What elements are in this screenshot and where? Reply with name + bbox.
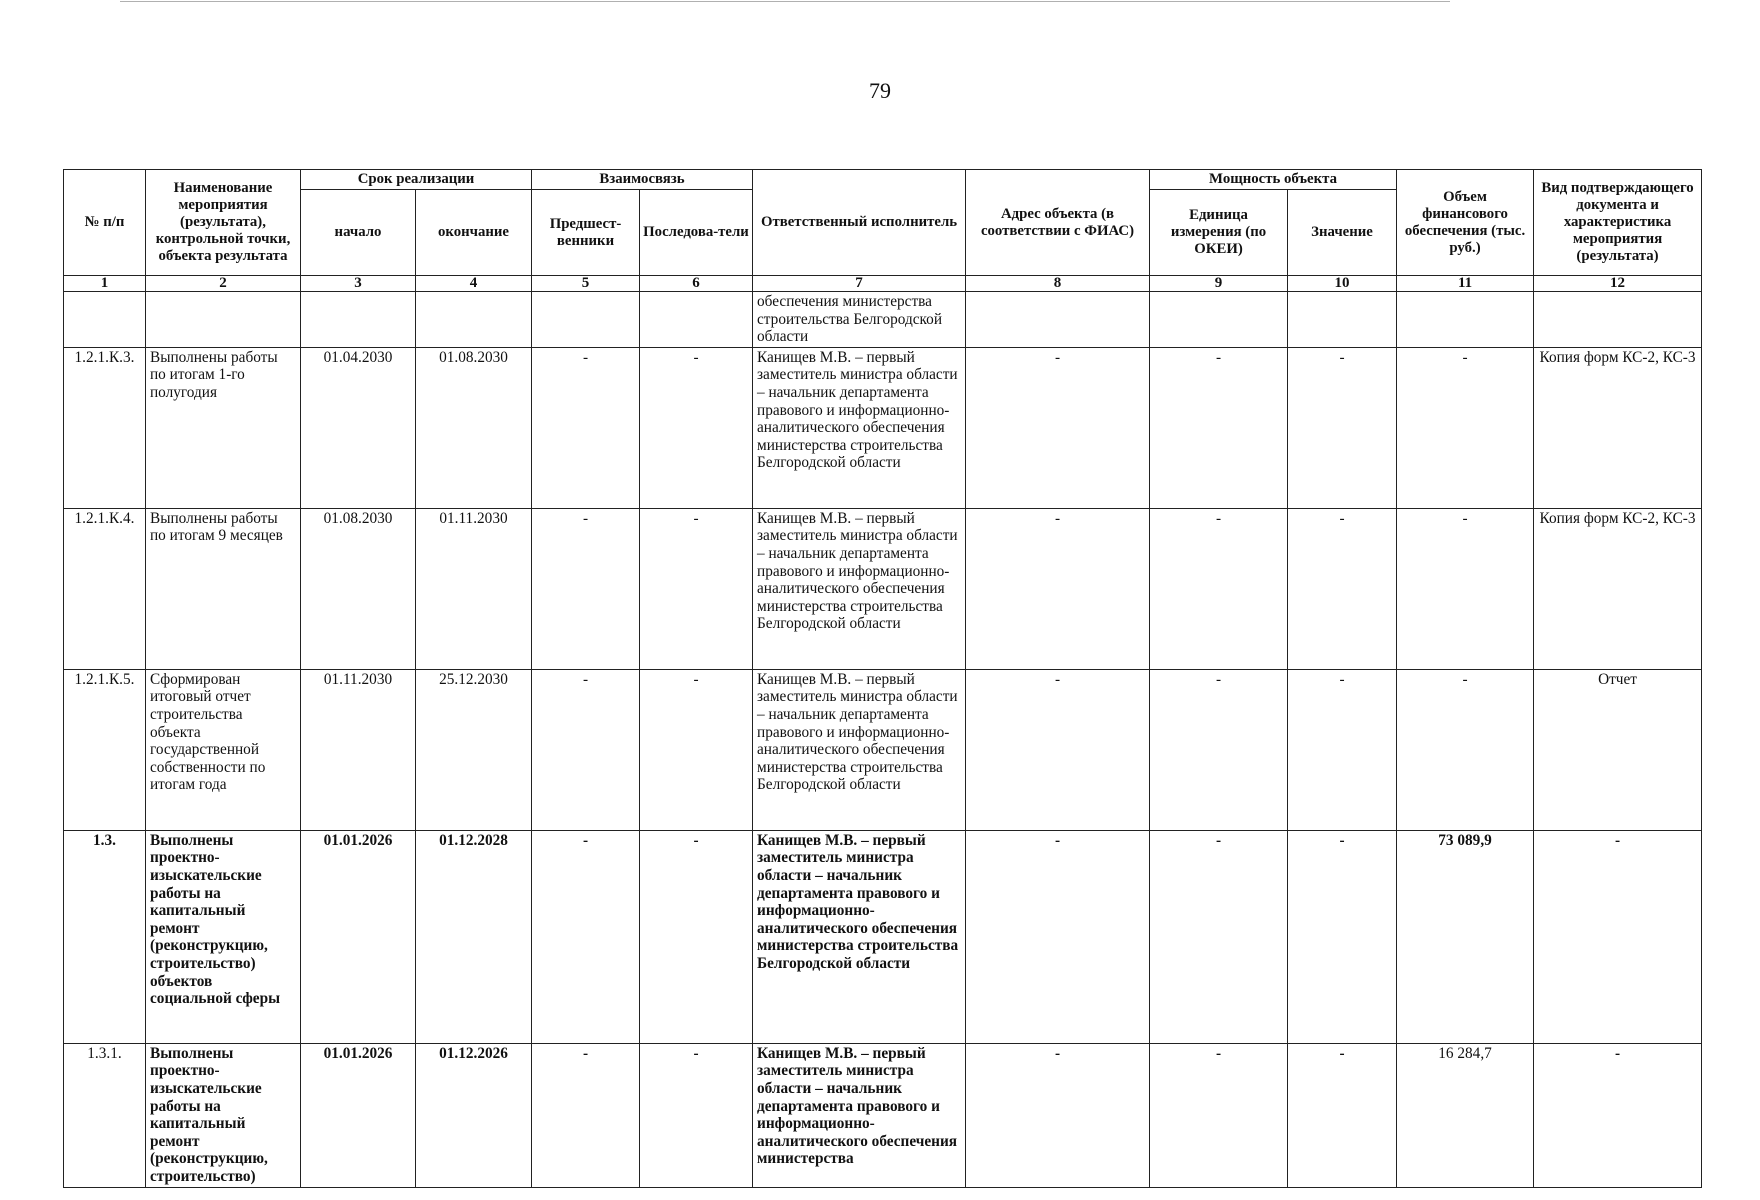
cell-document: - <box>1534 1043 1702 1187</box>
cell-end: 01.11.2030 <box>416 508 532 669</box>
cell-start: 01.11.2030 <box>301 669 416 830</box>
cell-address: - <box>966 1043 1150 1187</box>
cell-pred <box>532 292 640 348</box>
column-number: 1 <box>64 276 146 292</box>
cell-pred: - <box>532 1043 640 1187</box>
header-value: Значение <box>1288 190 1397 276</box>
cell-succ: - <box>640 347 753 508</box>
cell-pred: - <box>532 830 640 1043</box>
cell-no: 1.2.1.К.3. <box>64 347 146 508</box>
column-number: 4 <box>416 276 532 292</box>
cell-value: - <box>1288 830 1397 1043</box>
cell-finance <box>1397 292 1534 348</box>
table-row <box>64 347 1702 508</box>
cell-responsible: Канищев М.В. – первый заместитель министра области – начальник департамента правового и информационно-аналитического обеспечения министерства строительства Белгородской области <box>753 830 966 1043</box>
cell-no: 1.3. <box>64 830 146 1043</box>
header-end: окончание <box>416 190 532 276</box>
cell-address: - <box>966 669 1150 830</box>
cell-succ: - <box>640 508 753 669</box>
cell-address <box>966 292 1150 348</box>
cell-address: - <box>966 508 1150 669</box>
header-finance: Объем финансового обеспечения (тыс. руб.) <box>1397 170 1534 276</box>
cell-finance: 16 284,7 <box>1397 1043 1534 1187</box>
cell-no: 1.2.1.К.5. <box>64 669 146 830</box>
cell-no <box>64 292 146 348</box>
column-number: 6 <box>640 276 753 292</box>
cell-value: - <box>1288 347 1397 508</box>
cell-start <box>301 292 416 348</box>
cell-value: - <box>1288 508 1397 669</box>
cell-start: 01.04.2030 <box>301 347 416 508</box>
column-number: 9 <box>1150 276 1288 292</box>
cell-name: Выполнены проектно-изыскательские работы на капитальный ремонт (реконструкцию, строительство) <box>146 1043 301 1187</box>
header-no: № п/п <box>64 170 146 276</box>
cell-end: 25.12.2030 <box>416 669 532 830</box>
cell-value: - <box>1288 1043 1397 1187</box>
cell-start: 01.01.2026 <box>301 1043 416 1187</box>
cell-value: - <box>1288 669 1397 830</box>
cell-end <box>416 292 532 348</box>
cell-succ: - <box>640 1043 753 1187</box>
cell-pred: - <box>532 669 640 830</box>
table-row <box>64 1043 1702 1187</box>
cell-responsible: Канищев М.В. – первый заместитель министра области – начальник департамента правового и информационно-аналитического обеспечения министерства строительства Белгородской области <box>753 669 966 830</box>
column-number: 12 <box>1534 276 1702 292</box>
header-name: Наименование мероприятия (результата), контрольной точки, объекта результата <box>146 170 301 276</box>
cell-name: Выполнены проектно-изыскательские работы на капитальный ремонт (реконструкцию, строительство) объектов социальной сферы <box>146 830 301 1043</box>
cell-responsible: обеспечения министерства строительства Белгородской области <box>753 292 966 348</box>
cell-no: 1.3.1. <box>64 1043 146 1187</box>
cell-document: - <box>1534 830 1702 1043</box>
cell-unit: - <box>1150 508 1288 669</box>
cell-name: Сформирован итоговый отчет строительства объекта государственной собственности по итогам года <box>146 669 301 830</box>
cell-finance: - <box>1397 347 1534 508</box>
cell-end: 01.12.2028 <box>416 830 532 1043</box>
cell-address: - <box>966 347 1150 508</box>
cell-value <box>1288 292 1397 348</box>
column-number: 10 <box>1288 276 1397 292</box>
table-row <box>64 508 1702 669</box>
column-number: 5 <box>532 276 640 292</box>
header-unit: Единица измерения (по ОКЕИ) <box>1150 190 1288 276</box>
header-predecessors: Предшест-венники <box>532 190 640 276</box>
column-number: 8 <box>966 276 1150 292</box>
plan-table <box>63 169 1702 1188</box>
cell-responsible: Канищев М.В. – первый заместитель министра области – начальник департамента правового и информационно-аналитического обеспечения министерства строительства Белгородской области <box>753 347 966 508</box>
header-link-group: Взаимосвязь <box>532 170 753 190</box>
cell-finance: - <box>1397 508 1534 669</box>
cell-start: 01.01.2026 <box>301 830 416 1043</box>
header-term-group: Срок реализации <box>301 170 532 190</box>
cell-end: 01.08.2030 <box>416 347 532 508</box>
cell-document: Копия форм КС-2, КС-3 <box>1534 347 1702 508</box>
table-row <box>64 830 1702 1043</box>
cell-unit: - <box>1150 347 1288 508</box>
cell-succ: - <box>640 830 753 1043</box>
column-number: 2 <box>146 276 301 292</box>
cell-pred: - <box>532 347 640 508</box>
page-number: 79 <box>869 78 891 103</box>
header-start: начало <box>301 190 416 276</box>
table-row <box>64 292 1702 348</box>
cell-start: 01.08.2030 <box>301 508 416 669</box>
cell-succ <box>640 292 753 348</box>
cell-unit: - <box>1150 1043 1288 1187</box>
cell-name: Выполнены работы по итогам 1-го полугодия <box>146 347 301 508</box>
header-address: Адрес объекта (в соответствии с ФИАС) <box>966 170 1150 276</box>
cell-unit: - <box>1150 830 1288 1043</box>
cell-document: Копия форм КС-2, КС-3 <box>1534 508 1702 669</box>
cell-name: Выполнены работы по итогам 9 месяцев <box>146 508 301 669</box>
header-power-group: Мощность объекта <box>1150 170 1397 190</box>
cell-succ: - <box>640 669 753 830</box>
cell-finance: 73 089,9 <box>1397 830 1534 1043</box>
column-number: 11 <box>1397 276 1534 292</box>
cell-document: Отчет <box>1534 669 1702 830</box>
cell-unit <box>1150 292 1288 348</box>
column-number: 3 <box>301 276 416 292</box>
cell-finance: - <box>1397 669 1534 830</box>
cell-pred: - <box>532 508 640 669</box>
header-responsible: Ответственный исполнитель <box>753 170 966 276</box>
cell-responsible: Канищев М.В. – первый заместитель министра области – начальник департамента правового и информационно-аналитического обеспечения министерства строительства Белгородской области <box>753 508 966 669</box>
cell-unit: - <box>1150 669 1288 830</box>
cell-address: - <box>966 830 1150 1043</box>
scan-edge-line <box>120 1 1450 2</box>
header-document: Вид подтверждающего документа и характеристика мероприятия (результата) <box>1534 170 1702 276</box>
cell-no: 1.2.1.К.4. <box>64 508 146 669</box>
cell-name <box>146 292 301 348</box>
cell-end: 01.12.2026 <box>416 1043 532 1187</box>
header-successors: Последова-тели <box>640 190 753 276</box>
table-row <box>64 669 1702 830</box>
column-number: 7 <box>753 276 966 292</box>
cell-responsible: Канищев М.В. – первый заместитель министра области – начальник департамента правового и информационно-аналитического обеспечения министерства <box>753 1043 966 1187</box>
cell-document <box>1534 292 1702 348</box>
